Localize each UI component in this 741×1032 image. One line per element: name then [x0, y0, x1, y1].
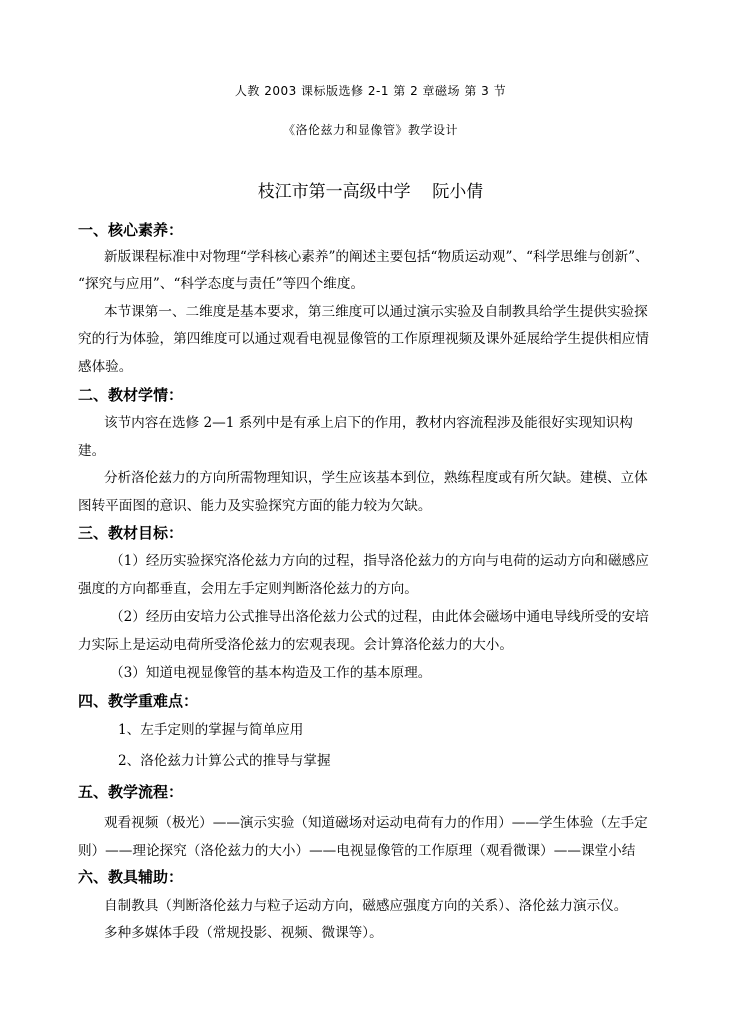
- paragraph-line: 图转平面图的意识、能力及实验探究方面的能力较为欠缺。: [78, 498, 432, 514]
- section-heading-key-points: 四、教学重难点：: [78, 692, 199, 710]
- document-title-line-1: 人教 2003 课标版选修 2-1 第 2 章磁场 第 3 节: [234, 84, 507, 98]
- paragraph-line: 多种多媒体手段（常规投影、视频、微课等）。: [104, 925, 383, 941]
- paragraph-line: 该节内容在选修 2—1 系列中是有承上启下的作用，教材内容流程涉及能很好实现知识构: [104, 415, 633, 431]
- section-heading-teaching-aids: 六、教具辅助：: [78, 868, 184, 886]
- author-line: 枝江市第一高级中学 阮小倩: [257, 182, 484, 202]
- paragraph-line: （1）经历实验探究洛伦兹力方向的过程，指导洛伦兹力的方向与电荷的运动方向和磁感应: [110, 553, 649, 569]
- paragraph-line: 新版课程标准中对物理“学科核心素养”的阐述主要包括“物质运动观”、“科学思维与创新”、: [104, 249, 649, 265]
- paragraph-line: 分析洛伦兹力的方向所需物理知识，学生应该基本到位，熟练程度或有所欠缺。建模、立体: [104, 470, 648, 486]
- list-item: 1、左手定则的掌握与简单应用: [118, 722, 304, 738]
- paragraph-line: 观看视频（极光）——演示实验（知道磁场对运动电荷有力的作用）——学生体验（左手定: [104, 815, 648, 831]
- paragraph-line: 则）——理论探究（洛伦兹力的大小）——电视显像管的工作原理（观看微课）——课堂小结: [78, 843, 636, 859]
- paragraph-line: 建。: [78, 443, 106, 459]
- section-heading-teaching-process: 五、教学流程：: [78, 783, 184, 801]
- paragraph-line: （2）经历由安培力公式推导出洛伦兹力公式的过程，由此体会磁场中通电导线所受的安培: [110, 609, 649, 625]
- section-heading-core-literacy: 一、核心素养：: [78, 221, 184, 239]
- section-heading-textbook-analysis: 二、教材学情：: [78, 386, 184, 404]
- paragraph-line: 本节课第一、二维度是基本要求，第三维度可以通过演示实验及自制教具给学生提供实验探: [104, 304, 648, 320]
- section-heading-objectives: 三、教材目标：: [78, 524, 184, 542]
- paragraph-line: 究的行为体验，第四维度可以通过观看电视显像管的工作原理视频及课外延展给学生提供相应情: [78, 331, 649, 347]
- paragraph-line: 自制教具（判断洛伦兹力与粒子运动方向，磁感应强度方向的关系）、洛伦兹力演示仪。: [104, 898, 628, 914]
- paragraph-line: “探究与应用”、“科学态度与责任”等四个维度。: [78, 276, 365, 292]
- paragraph-line: 力实际上是运动电荷所受洛伦兹力的宏观表现。会计算洛伦兹力的大小。: [78, 637, 513, 653]
- paragraph-line: 感体验。: [78, 359, 133, 375]
- list-item: 2、洛伦兹力计算公式的推导与掌握: [118, 753, 331, 769]
- paragraph-line: （3）知道电视显像管的基本构造及工作的基本原理。: [110, 665, 432, 681]
- document-title-line-2: 《洛伦兹力和显像管》教学设计: [282, 123, 458, 137]
- paragraph-line: 强度的方向都垂直，会用左手定则判断洛伦兹力的方向。: [78, 581, 418, 597]
